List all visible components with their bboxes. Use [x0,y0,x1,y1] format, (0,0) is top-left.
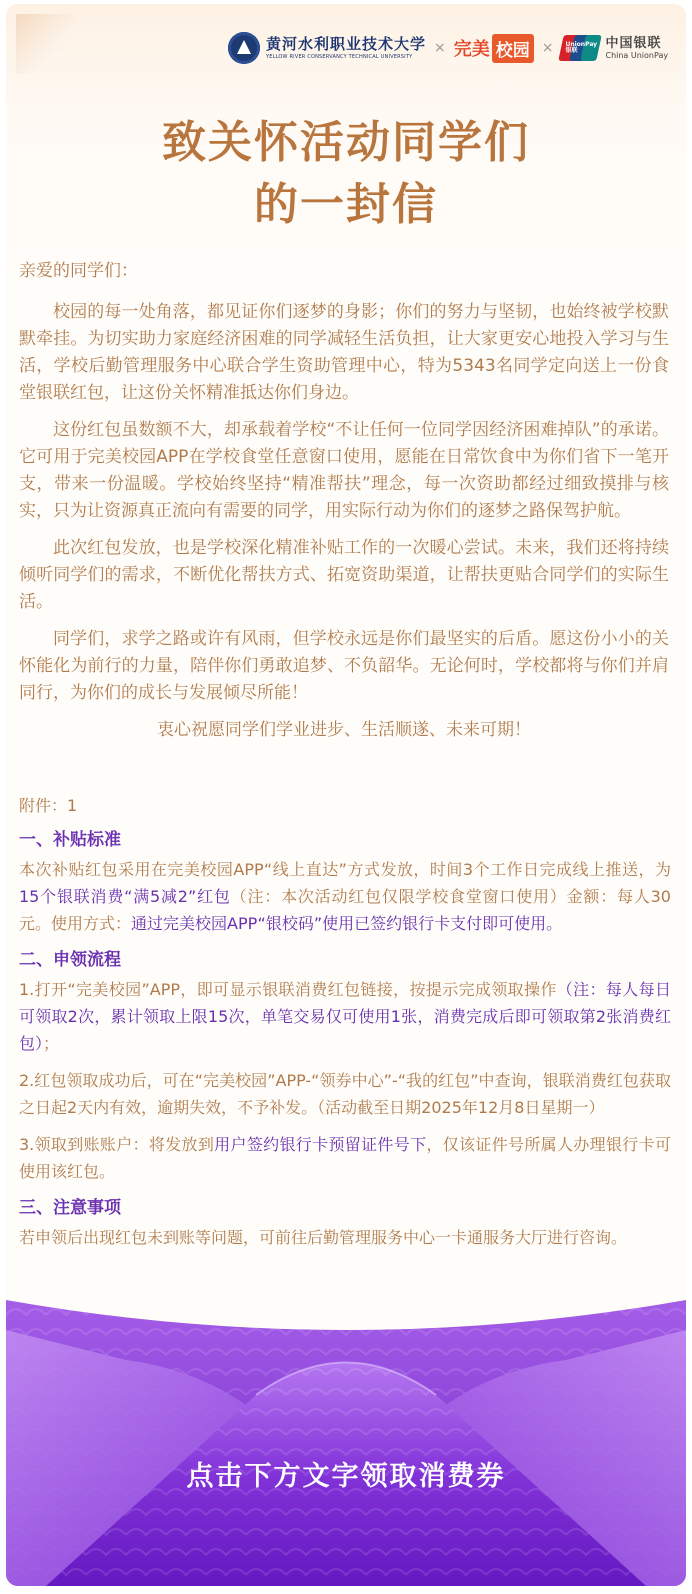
page-title-line-1: 致关怀活动同学们 [162,117,530,168]
section-paragraph [19,1067,671,1121]
details-section [19,792,671,1261]
university-logo [266,34,427,60]
letter-blessing: 衷心祝愿同学们学业进步、生活顺遂、未来可期！ [157,720,531,740]
times-separator: × [541,40,554,56]
times-separator: × [434,40,446,56]
page-title [6,112,686,236]
highlight-text: 通过完美校园APP“银校码”使用已签约银行卡支付即可使用。 [131,914,563,933]
letter-body [19,258,669,744]
unionpay-logo [561,35,668,61]
letter-paragraph: 校园的每一处角落，都见证你们逐梦的身影；你们的努力与坚韧，也始终被学校默默牵挂。为切实助力家庭经济困难的同学减轻生活负担，让大家更安心地投入学习与生活，学校后勤管理服务中心联合学生资助管理中心，特为5343名同学定向送上一份食堂银联红包，让这份关怀精准抵达你们身边。 [19,302,669,403]
text-run: 若申领后出现红包未到账等问题，可前往后勤管理服务中心一卡通服务大厅进行咨询。 [19,1228,628,1247]
university-name-cn: 黄河水利职业技术大学 [266,34,427,53]
section-paragraph [19,856,671,937]
wanmei-logo-part-a: 完美 [453,39,490,60]
university-name-en: YELLOW RIVER CONSERVANCY TECHNICAL UNIVERSITY [266,53,413,60]
unionpay-name-cn: 中国银联 [605,35,662,51]
text-run: 1.打开“完美校园”APP，即可显示银联消费红包链接，按提示完成领取操作 [19,980,557,999]
claim-voucher-link[interactable]: 点击下方文字领取消费券 [186,1461,506,1492]
text-run: 本次补贴红包采用在完美校园APP“线上直达”方式发放，时间3个工作日完成线上推送，为 [19,860,671,879]
text-run: ，仅该证件号所属人办理银行卡可使用该红包。 [19,1135,671,1181]
text-run: 2.红包领取成功后，可在“完美校园”APP-“领券中心”-“我的红包”中查询，银联消费红包获取之日起2天内有效，逾期失效，不予补发。（活动截至日期2025年12月8日星期一） [19,1071,671,1117]
highlight-text: 用户签约银行卡预留证件号下 [214,1135,427,1154]
page-title-line-2: 的一封信 [254,179,438,230]
section-paragraph [19,1131,671,1185]
university-emblem-icon [228,32,260,64]
letter-paragraph: 同学们，求学之路或许有风雨，但学校永远是你们最坚实的后盾。愿这份小小的关怀能化为前行的力量，陪伴你们勇敢追梦、不负韶华。无论何时，学校都将与你们并肩同行，为你们的成长与发展倾尽所能！ [19,629,669,703]
letter-card [6,4,686,1586]
page-curl-decoration [16,14,76,74]
envelope-decoration [6,1300,686,1586]
unionpay-mark-icon [561,35,601,61]
wanmei-logo-part-b: 校园 [492,34,534,63]
unionpay-mark-text: UnionPay 银联 [565,41,598,54]
section-title-application-process: 二、申领流程 [19,950,121,970]
section-paragraph [19,1224,671,1251]
envelope-graphic [6,1300,686,1586]
letter-paragraph: 这份红包虽数额不大，却承载着学校“不让任何一位同学因经济困难掉队”的承诺。它可用于完美校园APP在学校食堂任意窗口使用，愿能在日常饮食中为你们省下一笔开支，带来一份温暖。学校始终坚持“精准帮扶”理念，每一次资助都经过细致摸排与核实，只为让资源真正流向有需要的同学，用实际行动为你们的逐梦之路保驾护航。 [19,420,669,521]
text-run: 3.领取到账账户：将发放到 [19,1135,215,1154]
header-logos [228,30,668,66]
text-run: （注：本次活动红包仅限学校食堂窗口使用）金额：每人30元。使用方式： [19,887,671,933]
attachment-label: 附件：1 [19,796,78,815]
highlight-text: 15个银联消费“满5减2”红包 [19,887,231,906]
letter-greeting: 亲爱的同学们： [19,261,138,281]
letter-paragraph: 此次红包发放，也是学校深化精准补贴工作的一次暖心尝试。未来，我们还将持续倾听同学们的需求，不断优化帮扶方式、拓宽资助渠道，让帮扶更贴合同学们的实际生活。 [19,538,669,612]
highlight-text: （注：每人每日可领取2次，累计领取上限15次，单笔交易仅可使用1张，消费完成后即可领取第2张消费红包） [19,980,671,1053]
unionpay-name-en: China UnionPay [605,50,669,60]
section-title-subsidy-standard: 一、补贴标准 [19,830,121,850]
wanmei-campus-logo [454,34,534,63]
section-paragraph [19,976,671,1057]
text-run: ； [43,1034,60,1053]
section-title-notes: 三、注意事项 [19,1198,121,1218]
